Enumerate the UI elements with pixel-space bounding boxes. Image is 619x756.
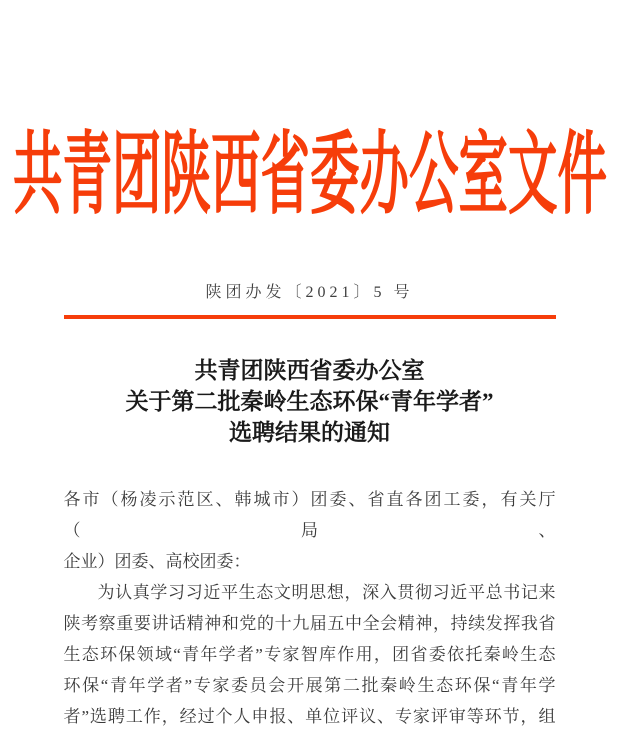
banner-title: 共青团陕西省委办公室文件	[12, 126, 607, 225]
body-line: 各市（杨凌示范区、韩城市）团委、省直各团工委，有关厅（局、	[63, 490, 556, 540]
red-divider-line	[64, 315, 556, 319]
document-title	[0, 355, 619, 448]
document-body	[64, 484, 556, 732]
body-line: 陕考察重要讲话精神和党的十九届五中全会精神，持续发挥我省	[63, 614, 556, 633]
body-line: 环保“青年学者”专家委员会开展第二批秦岭生态环保“青年学	[63, 676, 556, 695]
body-line: 为认真学习习近平生态文明思想，深入贯彻习近平总书记来	[97, 583, 556, 602]
body-line: 者”选聘工作，经过个人申报、单位评议、专家评审等环节，组	[63, 707, 556, 726]
document-banner	[0, 126, 619, 225]
body-line: 生态环保领域“青年学者”专家智库作用，团省委依托秦岭生态	[63, 645, 556, 664]
document-title-line-1: 共青团陕西省委办公室	[194, 358, 425, 383]
document-title-line-2: 关于第二批秦岭生态环保“青年学者”	[125, 389, 494, 414]
doc-number: 陕团办发〔2021〕5 号	[205, 284, 414, 301]
body-line: 企业）团委、高校团委：	[63, 552, 251, 571]
document-title-line-3: 选聘结果的通知	[229, 420, 390, 445]
